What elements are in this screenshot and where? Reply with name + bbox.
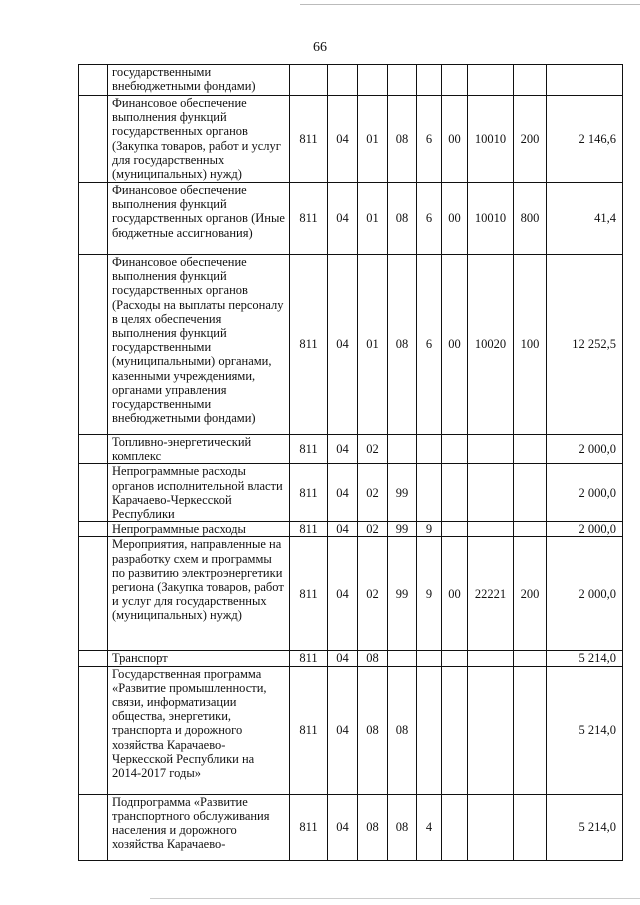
col-amount: 2 146,6 [547,96,623,183]
col-main-event [442,794,468,860]
col-subsection: 02 [358,537,388,651]
col-subsection: 08 [358,651,388,666]
col-direction: 10010 [468,96,514,183]
row-margin-cell [79,183,108,255]
col-expense-type: 800 [514,183,547,255]
col-subprogram [417,666,442,794]
col-subsection: 08 [358,794,388,860]
table-row [79,537,623,651]
col-program: 99 [388,537,417,651]
col-main-event [442,651,468,666]
col-direction [468,794,514,860]
col-section: 04 [328,435,358,464]
table-row [79,666,623,794]
col-subprogram: 9 [417,537,442,651]
col-subprogram: 4 [417,794,442,860]
col-section: 04 [328,96,358,183]
col-section: 04 [328,666,358,794]
page-number: 66 [313,40,327,55]
col-amount: 12 252,5 [547,255,623,435]
col-ved-code: 811 [290,96,328,183]
col-section [328,65,358,96]
col-program [388,65,417,96]
col-direction: 10020 [468,255,514,435]
col-name: Подпрограмма «Развитие транспортного обслуживания населения и дорожного хозяйства Карачаево- [108,794,290,860]
col-ved-code: 811 [290,537,328,651]
row-margin-cell [79,666,108,794]
col-name: Финансовое обеспечение выполнения функций государственных органов (Расходы на выплаты персоналу в целях обеспечения выполнения функций государственными (муниципальными) органами, казенными учреждениями, органами управления государственными внебюджетными фондами) [108,255,290,435]
col-program [388,435,417,464]
table-row [79,522,623,537]
col-subprogram: 6 [417,183,442,255]
col-subsection: 01 [358,96,388,183]
col-subprogram [417,435,442,464]
col-subsection: 01 [358,183,388,255]
table-row [79,65,623,96]
table-row [79,464,623,522]
col-name: Непрограммные расходы [108,522,290,537]
col-section: 04 [328,522,358,537]
col-subprogram: 9 [417,522,442,537]
col-section: 04 [328,794,358,860]
col-main-event [442,435,468,464]
col-amount [547,65,623,96]
col-program: 08 [388,794,417,860]
col-direction: 22221 [468,537,514,651]
table-row [79,435,623,464]
col-expense-type [514,464,547,522]
col-ved-code: 811 [290,435,328,464]
col-ved-code: 811 [290,255,328,435]
col-main-event [442,522,468,537]
col-name: Топливно-энергетический комплекс [108,435,290,464]
col-ved-code: 811 [290,794,328,860]
col-subsection [358,65,388,96]
col-section: 04 [328,464,358,522]
col-expense-type [514,435,547,464]
col-name: Государственная программа «Развитие промышленности, связи, информатизации общества, энергетики, транспорта и дорожного хозяйства Карачаево-Черкесской Республики на 2014-2017 годы» [108,666,290,794]
col-program: 08 [388,666,417,794]
col-subsection: 02 [358,464,388,522]
col-ved-code: 811 [290,666,328,794]
col-subprogram: 6 [417,255,442,435]
col-section: 04 [328,537,358,651]
row-margin-cell [79,522,108,537]
col-name: Финансовое обеспечение выполнения функций государственных органов (Закупка товаров, работ и услуг для государственных (муниципальных) нужд) [108,96,290,183]
col-program: 08 [388,255,417,435]
row-margin-cell [79,96,108,183]
col-subprogram [417,464,442,522]
col-ved-code: 811 [290,183,328,255]
col-main-event: 00 [442,96,468,183]
col-amount: 5 214,0 [547,666,623,794]
col-expense-type [514,522,547,537]
col-ved-code: 811 [290,464,328,522]
table-row [79,255,623,435]
col-expense-type [514,65,547,96]
col-main-event: 00 [442,183,468,255]
col-subprogram [417,651,442,666]
col-program: 99 [388,522,417,537]
col-ved-code [290,65,328,96]
col-amount: 2 000,0 [547,464,623,522]
col-amount: 2 000,0 [547,537,623,651]
col-direction [468,522,514,537]
col-direction: 10010 [468,183,514,255]
col-program: 08 [388,183,417,255]
scan-bottom-rule [150,898,640,899]
col-section: 04 [328,255,358,435]
col-expense-type [514,666,547,794]
col-program: 08 [388,96,417,183]
col-main-event [442,666,468,794]
col-name: государственными внебюджетными фондами) [108,65,290,96]
col-ved-code: 811 [290,522,328,537]
budget-table-body [79,65,623,861]
col-expense-type [514,794,547,860]
col-expense-type: 200 [514,96,547,183]
table-row [79,183,623,255]
col-subprogram [417,65,442,96]
row-margin-cell [79,464,108,522]
row-margin-cell [79,435,108,464]
col-amount: 5 214,0 [547,651,623,666]
row-margin-cell [79,794,108,860]
row-margin-cell [79,255,108,435]
row-margin-cell [79,65,108,96]
col-name: Финансовое обеспечение выполнения функций государственных органов (Иные бюджетные ассигнования) [108,183,290,255]
col-main-event [442,464,468,522]
col-subsection: 02 [358,522,388,537]
col-program: 99 [388,464,417,522]
table-row [79,794,623,860]
col-main-event: 00 [442,537,468,651]
col-direction [468,651,514,666]
col-amount: 2 000,0 [547,435,623,464]
col-expense-type: 200 [514,537,547,651]
col-direction [468,65,514,96]
col-expense-type: 100 [514,255,547,435]
col-subsection: 02 [358,435,388,464]
col-subsection: 01 [358,255,388,435]
col-name: Мероприятия, направленные на разработку схем и программы по развитию электроэнергетики региона (Закупка товаров, работ и услуг для государственных (муниципальных) нужд) [108,537,290,651]
col-direction [468,435,514,464]
col-section: 04 [328,183,358,255]
row-margin-cell [79,537,108,651]
col-direction [468,666,514,794]
col-program [388,651,417,666]
col-main-event [442,65,468,96]
col-subprogram: 6 [417,96,442,183]
col-subsection: 08 [358,666,388,794]
col-name: Транспорт [108,651,290,666]
col-expense-type [514,651,547,666]
scan-top-rule [300,4,640,5]
col-amount: 2 000,0 [547,522,623,537]
budget-table [78,64,623,861]
col-ved-code: 811 [290,651,328,666]
table-row [79,651,623,666]
col-section: 04 [328,651,358,666]
col-direction [468,464,514,522]
col-main-event: 00 [442,255,468,435]
col-name: Непрограммные расходы органов исполнительной власти Карачаево-Черкесской Республики [108,464,290,522]
table-row [79,96,623,183]
row-margin-cell [79,651,108,666]
col-amount: 41,4 [547,183,623,255]
col-amount: 5 214,0 [547,794,623,860]
